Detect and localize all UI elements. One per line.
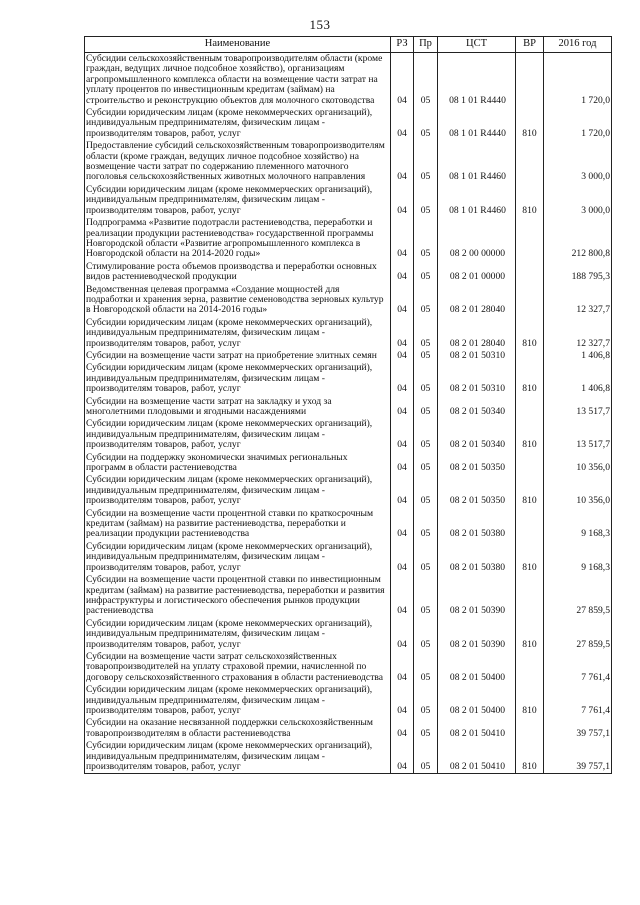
row-rz: 04 bbox=[391, 362, 414, 395]
row-amount: 3 000,0 bbox=[544, 140, 612, 184]
table-row bbox=[85, 317, 612, 350]
row-vr: 810 bbox=[516, 317, 544, 350]
row-vr bbox=[516, 651, 544, 684]
header-vr: ВР bbox=[516, 37, 544, 53]
row-cst: 08 2 01 50340 bbox=[438, 418, 516, 451]
row-name: Субсидии юридическим лицам (кроме некоммерческих организаций), индивидуальным предпринимателям, физическим лицам - производителям товаров, работ, услуг bbox=[85, 474, 391, 507]
row-rz: 04 bbox=[391, 452, 414, 475]
row-name: Предоставление субсидий сельскохозяйственным товаропроизводителям области (кроме граждан, ведущих личное подсобное хозяйство) на возмещение части затрат по содержанию племенного маточного поголовья сельскохозяйственных животных молочного направления bbox=[85, 140, 391, 184]
row-cst: 08 2 01 50410 bbox=[438, 740, 516, 774]
row-pr: 05 bbox=[414, 350, 438, 362]
row-rz: 04 bbox=[391, 418, 414, 451]
row-rz: 04 bbox=[391, 284, 414, 317]
row-pr: 05 bbox=[414, 418, 438, 451]
row-name: Субсидии юридическим лицам (кроме некоммерческих организаций), индивидуальным предпринимателям, физическим лицам - производителям товаров, работ, услуг bbox=[85, 362, 391, 395]
row-rz: 04 bbox=[391, 217, 414, 261]
row-vr bbox=[516, 217, 544, 261]
row-cst: 08 2 01 50340 bbox=[438, 396, 516, 419]
row-name: Субсидии сельскохозяйственным товаропроизводителям области (кроме граждан, ведущих личное подсобное хозяйство), организациям агропромышленного комплекса области на возмещение части затрат на уплату процентов по инвестиционным кредитам (займам) на строительство и реконструкцию объектов для молочного скотоводства bbox=[85, 53, 391, 108]
row-amount: 212 800,8 bbox=[544, 217, 612, 261]
budget-table bbox=[84, 36, 612, 774]
row-amount: 27 859,5 bbox=[544, 574, 612, 618]
table-row bbox=[85, 184, 612, 217]
row-name: Субсидии на возмещение части затрат на закладку и уход за многолетними плодовыми и ягодными насаждениями bbox=[85, 396, 391, 419]
row-cst: 08 1 01 R4440 bbox=[438, 107, 516, 140]
header-name: Наименование bbox=[85, 37, 391, 53]
row-pr: 05 bbox=[414, 284, 438, 317]
row-name: Субсидии на оказание несвязанной поддержки сельскохозяйственным товаропроизводителям в области растениеводства bbox=[85, 717, 391, 740]
row-amount: 9 168,3 bbox=[544, 508, 612, 541]
row-pr: 05 bbox=[414, 107, 438, 140]
row-pr: 05 bbox=[414, 740, 438, 774]
row-amount: 7 761,4 bbox=[544, 684, 612, 717]
table-row bbox=[85, 508, 612, 541]
row-vr bbox=[516, 284, 544, 317]
row-rz: 04 bbox=[391, 261, 414, 284]
row-vr bbox=[516, 261, 544, 284]
row-amount: 39 757,1 bbox=[544, 717, 612, 740]
row-pr: 05 bbox=[414, 541, 438, 574]
row-pr: 05 bbox=[414, 651, 438, 684]
row-amount: 1 720,0 bbox=[544, 107, 612, 140]
row-name: Подпрограмма «Развитие подотрасли растениеводства, переработки и реализации продукции растениеводства» государственной программы Новгородской области «Развитие агропромышленного комплекса в Новгородской области на 2014-2020 годы» bbox=[85, 217, 391, 261]
row-cst: 08 1 01 R4460 bbox=[438, 184, 516, 217]
table-row bbox=[85, 618, 612, 651]
table-row bbox=[85, 396, 612, 419]
row-vr: 810 bbox=[516, 740, 544, 774]
row-cst: 08 2 01 50390 bbox=[438, 574, 516, 618]
row-rz: 04 bbox=[391, 508, 414, 541]
row-rz: 04 bbox=[391, 651, 414, 684]
row-amount: 188 795,3 bbox=[544, 261, 612, 284]
row-rz: 04 bbox=[391, 53, 414, 108]
table-row bbox=[85, 541, 612, 574]
row-vr bbox=[516, 140, 544, 184]
row-rz: 04 bbox=[391, 740, 414, 774]
row-cst: 08 2 01 28040 bbox=[438, 284, 516, 317]
row-amount: 1 720,0 bbox=[544, 53, 612, 108]
row-name: Стимулирование роста объемов производства и переработки основных видов растениеводческой продукции bbox=[85, 261, 391, 284]
row-cst: 08 2 00 00000 bbox=[438, 217, 516, 261]
row-rz: 04 bbox=[391, 184, 414, 217]
row-pr: 05 bbox=[414, 684, 438, 717]
table-row bbox=[85, 452, 612, 475]
row-cst: 08 2 01 50380 bbox=[438, 541, 516, 574]
row-vr: 810 bbox=[516, 362, 544, 395]
row-name: Субсидии юридическим лицам (кроме некоммерческих организаций), индивидуальным предпринимателям, физическим лицам - производителям товаров, работ, услуг bbox=[85, 541, 391, 574]
row-name: Субсидии юридическим лицам (кроме некоммерческих организаций), индивидуальным предпринимателям, физическим лицам - производителям товаров, работ, услуг bbox=[85, 317, 391, 350]
row-amount: 7 761,4 bbox=[544, 651, 612, 684]
row-name: Субсидии на возмещение части затрат сельскохозяйственных товаропроизводителей на уплату страховой премии, начисленной по договору сельскохозяйственного страхования в области растениеводства bbox=[85, 651, 391, 684]
row-vr: 810 bbox=[516, 684, 544, 717]
row-amount: 12 327,7 bbox=[544, 284, 612, 317]
table-row bbox=[85, 574, 612, 618]
row-pr: 05 bbox=[414, 261, 438, 284]
header-cst: ЦСТ bbox=[438, 37, 516, 53]
row-cst: 08 2 01 50400 bbox=[438, 684, 516, 717]
row-name: Субсидии на поддержку экономически значимых региональных программ в области растениеводства bbox=[85, 452, 391, 475]
table-row bbox=[85, 350, 612, 362]
header-year: 2016 год bbox=[544, 37, 612, 53]
row-pr: 05 bbox=[414, 362, 438, 395]
row-amount: 13 517,7 bbox=[544, 396, 612, 419]
row-vr bbox=[516, 717, 544, 740]
table-row bbox=[85, 362, 612, 395]
row-vr bbox=[516, 508, 544, 541]
row-rz: 04 bbox=[391, 140, 414, 184]
row-vr: 810 bbox=[516, 618, 544, 651]
row-name: Субсидии юридическим лицам (кроме некоммерческих организаций), индивидуальным предпринимателям, физическим лицам - производителям товаров, работ, услуг bbox=[85, 684, 391, 717]
row-vr: 810 bbox=[516, 184, 544, 217]
table-row bbox=[85, 140, 612, 184]
row-amount: 13 517,7 bbox=[544, 418, 612, 451]
row-pr: 05 bbox=[414, 474, 438, 507]
row-vr bbox=[516, 350, 544, 362]
row-amount: 10 356,0 bbox=[544, 474, 612, 507]
row-pr: 05 bbox=[414, 217, 438, 261]
row-rz: 04 bbox=[391, 684, 414, 717]
row-amount: 9 168,3 bbox=[544, 541, 612, 574]
row-rz: 04 bbox=[391, 474, 414, 507]
row-amount: 27 859,5 bbox=[544, 618, 612, 651]
row-rz: 04 bbox=[391, 574, 414, 618]
row-vr: 810 bbox=[516, 107, 544, 140]
row-cst: 08 2 01 00000 bbox=[438, 261, 516, 284]
row-amount: 12 327,7 bbox=[544, 317, 612, 350]
table-row bbox=[85, 717, 612, 740]
row-cst: 08 2 01 50310 bbox=[438, 350, 516, 362]
row-cst: 08 2 01 50310 bbox=[438, 362, 516, 395]
table-row bbox=[85, 107, 612, 140]
row-pr: 05 bbox=[414, 574, 438, 618]
row-name: Субсидии на возмещение части затрат на приобретение элитных семян bbox=[85, 350, 391, 362]
row-name: Субсидии на возмещение части процентной ставки по краткосрочным кредитам (займам) на развитие растениеводства, переработки и реализации продукции растениеводства bbox=[85, 508, 391, 541]
row-cst: 08 2 01 50350 bbox=[438, 452, 516, 475]
row-amount: 1 406,8 bbox=[544, 362, 612, 395]
row-vr bbox=[516, 452, 544, 475]
table-row bbox=[85, 53, 612, 108]
row-cst: 08 2 01 50350 bbox=[438, 474, 516, 507]
table-row bbox=[85, 740, 612, 774]
table-row bbox=[85, 284, 612, 317]
row-rz: 04 bbox=[391, 350, 414, 362]
row-cst: 08 2 01 50410 bbox=[438, 717, 516, 740]
row-cst: 08 1 01 R4460 bbox=[438, 140, 516, 184]
table-row bbox=[85, 651, 612, 684]
row-pr: 05 bbox=[414, 717, 438, 740]
row-vr bbox=[516, 53, 544, 108]
header-rz: РЗ bbox=[391, 37, 414, 53]
row-pr: 05 bbox=[414, 396, 438, 419]
row-vr bbox=[516, 396, 544, 419]
row-amount: 10 356,0 bbox=[544, 452, 612, 475]
row-pr: 05 bbox=[414, 140, 438, 184]
row-vr: 810 bbox=[516, 474, 544, 507]
table-row bbox=[85, 418, 612, 451]
row-pr: 05 bbox=[414, 618, 438, 651]
row-rz: 04 bbox=[391, 107, 414, 140]
row-name: Субсидии юридическим лицам (кроме некоммерческих организаций), индивидуальным предпринимателям, физическим лицам - производителям товаров, работ, услуг bbox=[85, 618, 391, 651]
row-rz: 04 bbox=[391, 317, 414, 350]
row-vr: 810 bbox=[516, 418, 544, 451]
page-number: 153 bbox=[309, 17, 331, 32]
row-name: Субсидии юридическим лицам (кроме некоммерческих организаций), индивидуальным предпринимателям, физическим лицам - производителям товаров, работ, услуг bbox=[85, 184, 391, 217]
table-row bbox=[85, 217, 612, 261]
row-pr: 05 bbox=[414, 508, 438, 541]
row-cst: 08 2 01 28040 bbox=[438, 317, 516, 350]
row-vr: 810 bbox=[516, 541, 544, 574]
row-amount: 1 406,8 bbox=[544, 350, 612, 362]
table-row bbox=[85, 684, 612, 717]
row-pr: 05 bbox=[414, 184, 438, 217]
row-rz: 04 bbox=[391, 541, 414, 574]
row-pr: 05 bbox=[414, 53, 438, 108]
table-header-row bbox=[85, 37, 612, 53]
row-name: Субсидии юридическим лицам (кроме некоммерческих организаций), индивидуальным предпринимателям, физическим лицам - производителям товаров, работ, услуг bbox=[85, 107, 391, 140]
row-name: Субсидии юридическим лицам (кроме некоммерческих организаций), индивидуальным предпринимателям, физическим лицам - производителям товаров, работ, услуг bbox=[85, 740, 391, 774]
row-pr: 05 bbox=[414, 317, 438, 350]
row-rz: 04 bbox=[391, 396, 414, 419]
row-name: Субсидии юридическим лицам (кроме некоммерческих организаций), индивидуальным предпринимателям, физическим лицам - производителям товаров, работ, услуг bbox=[85, 418, 391, 451]
table-row bbox=[85, 474, 612, 507]
row-vr bbox=[516, 574, 544, 618]
row-cst: 08 2 01 50380 bbox=[438, 508, 516, 541]
row-amount: 3 000,0 bbox=[544, 184, 612, 217]
row-pr: 05 bbox=[414, 452, 438, 475]
table-row bbox=[85, 261, 612, 284]
row-rz: 04 bbox=[391, 717, 414, 740]
row-cst: 08 2 01 50400 bbox=[438, 651, 516, 684]
row-cst: 08 1 01 R4440 bbox=[438, 53, 516, 108]
row-rz: 04 bbox=[391, 618, 414, 651]
row-name: Субсидии на возмещение части процентной ставки по инвестиционным кредитам (займам) на развитие растениеводства, переработки и развития инфраструктуры и логистического обеспечения рынков продукции растениеводства bbox=[85, 574, 391, 618]
header-pr: Пр bbox=[414, 37, 438, 53]
row-amount: 39 757,1 bbox=[544, 740, 612, 774]
row-name: Ведомственная целевая программа «Создание мощностей для подработки и хранения зерна, развитие семеноводства зерновых культур в Новгородской области на 2014-2016 годы» bbox=[85, 284, 391, 317]
row-cst: 08 2 01 50390 bbox=[438, 618, 516, 651]
